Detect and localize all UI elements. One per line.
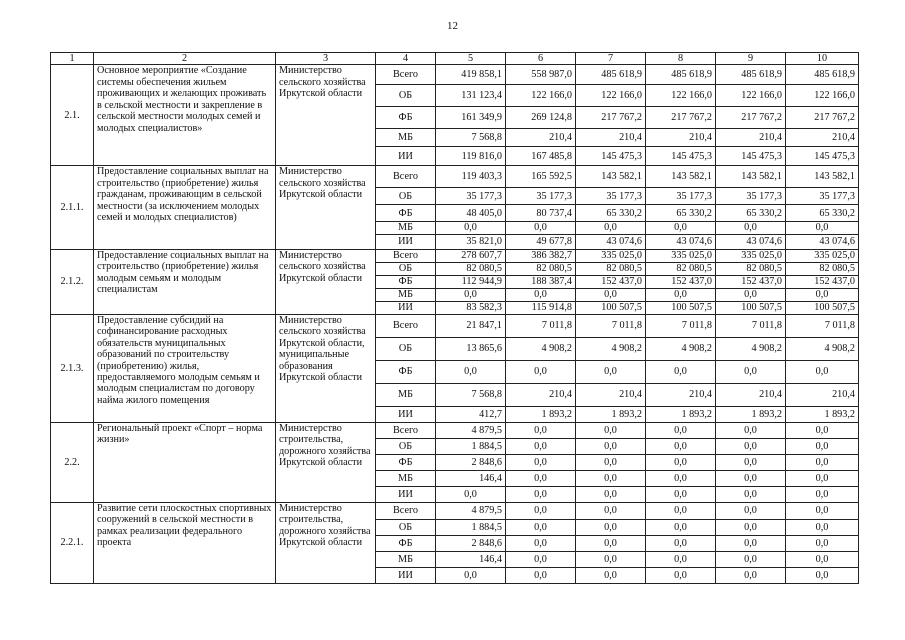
amount-cell: 49 677,8 [506, 234, 576, 249]
amount-cell: 7 011,8 [506, 314, 576, 337]
amount-cell: 0,0 [786, 222, 859, 234]
amount-cell: 1 893,2 [506, 406, 576, 422]
amount-cell: 4 908,2 [576, 337, 646, 360]
amount-cell: 7 011,8 [576, 314, 646, 337]
amount-cell: 13 865,6 [436, 337, 506, 360]
amount-cell: 0,0 [646, 422, 716, 438]
column-header: 1 [51, 53, 94, 65]
amount-cell: 65 330,2 [786, 205, 859, 222]
amount-cell: 35 177,3 [576, 188, 646, 205]
amount-cell: 0,0 [506, 438, 576, 454]
amount-cell: 1 893,2 [576, 406, 646, 422]
amount-cell: 386 382,7 [506, 249, 576, 262]
amount-cell: 335 025,0 [576, 249, 646, 262]
amount-cell: 0,0 [786, 535, 859, 551]
amount-cell: 0,0 [576, 567, 646, 583]
amount-cell: 4 879,5 [436, 502, 506, 519]
amount-cell: 485 618,9 [786, 65, 859, 85]
amount-cell: 1 893,2 [786, 406, 859, 422]
amount-cell: 0,0 [786, 502, 859, 519]
amount-cell: 100 507,5 [716, 301, 786, 314]
amount-cell: 48 405,0 [436, 205, 506, 222]
amount-cell: 0,0 [506, 454, 576, 470]
amount-cell: 65 330,2 [576, 205, 646, 222]
amount-cell: 4 908,2 [506, 337, 576, 360]
amount-cell: 485 618,9 [646, 65, 716, 85]
amount-cell: 35 177,3 [436, 188, 506, 205]
amount-cell: 0,0 [786, 454, 859, 470]
column-header: 8 [646, 53, 716, 65]
amount-cell: 0,0 [576, 438, 646, 454]
amount-cell: 0,0 [786, 519, 859, 535]
amount-cell: 145 475,3 [646, 147, 716, 166]
funding-source: Всего [376, 314, 436, 337]
amount-cell: 82 080,5 [576, 262, 646, 275]
amount-cell: 0,0 [716, 422, 786, 438]
amount-cell: 0,0 [786, 567, 859, 583]
amount-cell: 65 330,2 [716, 205, 786, 222]
amount-cell: 100 507,5 [646, 301, 716, 314]
amount-cell: 0,0 [506, 551, 576, 567]
amount-cell: 35 177,3 [506, 188, 576, 205]
amount-cell: 0,0 [506, 486, 576, 502]
row-code: 2.1.2. [51, 249, 94, 314]
amount-cell: 0,0 [786, 360, 859, 383]
amount-cell: 100 507,5 [786, 301, 859, 314]
amount-cell: 83 582,3 [436, 301, 506, 314]
amount-cell: 146,4 [436, 551, 506, 567]
table-row [51, 166, 859, 188]
funding-source: ИИ [376, 567, 436, 583]
funding-source: ОБ [376, 337, 436, 360]
row-code: 2.1.1. [51, 166, 94, 249]
amount-cell: 43 074,6 [576, 234, 646, 249]
row-executor: Министерство сельского хозяйства Иркутской области [276, 65, 376, 166]
amount-cell: 0,0 [646, 360, 716, 383]
amount-cell: 0,0 [716, 551, 786, 567]
funding-source: МБ [376, 129, 436, 147]
funding-source: ОБ [376, 85, 436, 107]
amount-cell: 0,0 [506, 470, 576, 486]
amount-cell: 35 177,3 [716, 188, 786, 205]
funding-source: ОБ [376, 438, 436, 454]
amount-cell: 210,4 [506, 129, 576, 147]
amount-cell: 485 618,9 [716, 65, 786, 85]
amount-cell: 0,0 [786, 551, 859, 567]
amount-cell: 335 025,0 [786, 249, 859, 262]
amount-cell: 131 123,4 [436, 85, 506, 107]
amount-cell: 122 166,0 [716, 85, 786, 107]
amount-cell: 278 607,7 [436, 249, 506, 262]
amount-cell: 0,0 [786, 288, 859, 301]
funding-source: ФБ [376, 535, 436, 551]
funding-source: ФБ [376, 107, 436, 129]
amount-cell: 167 485,8 [506, 147, 576, 166]
amount-cell: 0,0 [646, 454, 716, 470]
column-header: 3 [276, 53, 376, 65]
budget-table [50, 52, 859, 584]
amount-cell: 143 582,1 [786, 166, 859, 188]
column-header: 5 [436, 53, 506, 65]
amount-cell: 210,4 [646, 383, 716, 406]
amount-cell: 0,0 [576, 551, 646, 567]
amount-cell: 4 879,5 [436, 422, 506, 438]
table-row [51, 249, 859, 262]
amount-cell: 0,0 [576, 454, 646, 470]
amount-cell: 0,0 [506, 535, 576, 551]
amount-cell: 485 618,9 [576, 65, 646, 85]
amount-cell: 0,0 [716, 288, 786, 301]
row-code: 2.2. [51, 422, 94, 502]
amount-cell: 0,0 [716, 360, 786, 383]
amount-cell: 35 177,3 [646, 188, 716, 205]
amount-cell: 0,0 [576, 502, 646, 519]
amount-cell: 0,0 [786, 486, 859, 502]
amount-cell: 210,4 [576, 383, 646, 406]
amount-cell: 335 025,0 [646, 249, 716, 262]
amount-cell: 2 848,6 [436, 535, 506, 551]
table-row [51, 422, 859, 438]
column-header: 9 [716, 53, 786, 65]
amount-cell: 4 908,2 [716, 337, 786, 360]
amount-cell: 0,0 [576, 535, 646, 551]
amount-cell: 146,4 [436, 470, 506, 486]
funding-source: МБ [376, 470, 436, 486]
amount-cell: 0,0 [436, 486, 506, 502]
amount-cell: 0,0 [436, 288, 506, 301]
amount-cell: 0,0 [646, 486, 716, 502]
amount-cell: 0,0 [716, 519, 786, 535]
amount-cell: 0,0 [646, 502, 716, 519]
funding-source: Всего [376, 502, 436, 519]
amount-cell: 152 437,0 [646, 275, 716, 288]
amount-cell: 0,0 [716, 567, 786, 583]
funding-source: ОБ [376, 188, 436, 205]
amount-cell: 7 568,8 [436, 383, 506, 406]
row-name: Развитие сети плоскостных спортивных сооружений в сельской местности в рамках реализации федерального проекта [94, 502, 276, 583]
amount-cell: 7 011,8 [786, 314, 859, 337]
amount-cell: 419 858,1 [436, 65, 506, 85]
row-code: 2.1. [51, 65, 94, 166]
amount-cell: 119 403,3 [436, 166, 506, 188]
row-executor: Министерство строительства, дорожного хозяйства Иркутской области [276, 422, 376, 502]
amount-cell: 1 893,2 [646, 406, 716, 422]
column-number-row [51, 53, 859, 65]
funding-source: МБ [376, 222, 436, 234]
amount-cell: 115 914,8 [506, 301, 576, 314]
amount-cell: 0,0 [646, 288, 716, 301]
amount-cell: 0,0 [646, 551, 716, 567]
amount-cell: 0,0 [576, 519, 646, 535]
amount-cell: 0,0 [576, 360, 646, 383]
amount-cell: 4 908,2 [646, 337, 716, 360]
amount-cell: 0,0 [506, 360, 576, 383]
amount-cell: 43 074,6 [716, 234, 786, 249]
funding-source: ИИ [376, 406, 436, 422]
funding-source: МБ [376, 551, 436, 567]
amount-cell: 210,4 [786, 129, 859, 147]
amount-cell: 143 582,1 [646, 166, 716, 188]
amount-cell: 0,0 [436, 567, 506, 583]
amount-cell: 1 884,5 [436, 519, 506, 535]
row-name: Предоставление социальных выплат на строительство (приобретение) жилья молодым семьям и молодым специалистам [94, 249, 276, 314]
amount-cell: 0,0 [576, 288, 646, 301]
row-name: Региональный проект «Спорт – норма жизни» [94, 422, 276, 502]
funding-source: ОБ [376, 262, 436, 275]
amount-cell: 0,0 [576, 222, 646, 234]
amount-cell: 0,0 [786, 470, 859, 486]
amount-cell: 0,0 [506, 288, 576, 301]
amount-cell: 7 011,8 [646, 314, 716, 337]
amount-cell: 43 074,6 [646, 234, 716, 249]
amount-cell: 143 582,1 [716, 166, 786, 188]
amount-cell: 210,4 [506, 383, 576, 406]
amount-cell: 217 767,2 [576, 107, 646, 129]
funding-source: ОБ [376, 519, 436, 535]
amount-cell: 145 475,3 [786, 147, 859, 166]
amount-cell: 335 025,0 [716, 249, 786, 262]
row-executor: Министерство сельского хозяйства Иркутской области [276, 249, 376, 314]
funding-source: ИИ [376, 147, 436, 166]
funding-source: ФБ [376, 275, 436, 288]
column-header: 2 [94, 53, 276, 65]
row-executor: Министерство сельского хозяйства Иркутской области [276, 166, 376, 249]
amount-cell: 0,0 [506, 567, 576, 583]
amount-cell: 0,0 [646, 222, 716, 234]
amount-cell: 0,0 [646, 438, 716, 454]
column-header: 10 [786, 53, 859, 65]
table-row [51, 314, 859, 337]
amount-cell: 122 166,0 [786, 85, 859, 107]
amount-cell: 82 080,5 [646, 262, 716, 275]
amount-cell: 143 582,1 [576, 166, 646, 188]
amount-cell: 217 767,2 [716, 107, 786, 129]
funding-source: ФБ [376, 205, 436, 222]
amount-cell: 152 437,0 [716, 275, 786, 288]
row-executor: Министерство строительства, дорожного хозяйства Иркутской области [276, 502, 376, 583]
amount-cell: 7 568,8 [436, 129, 506, 147]
page-number: 12 [447, 20, 458, 32]
funding-source: ФБ [376, 454, 436, 470]
funding-source: Всего [376, 249, 436, 262]
amount-cell: 0,0 [646, 535, 716, 551]
amount-cell: 122 166,0 [576, 85, 646, 107]
amount-cell: 0,0 [506, 519, 576, 535]
amount-cell: 21 847,1 [436, 314, 506, 337]
amount-cell: 4 908,2 [786, 337, 859, 360]
amount-cell: 0,0 [716, 454, 786, 470]
amount-cell: 210,4 [786, 383, 859, 406]
funding-source: ИИ [376, 301, 436, 314]
amount-cell: 210,4 [716, 383, 786, 406]
amount-cell: 0,0 [646, 567, 716, 583]
amount-cell: 210,4 [576, 129, 646, 147]
amount-cell: 65 330,2 [646, 205, 716, 222]
amount-cell: 0,0 [716, 470, 786, 486]
row-name: Основное мероприятие «Создание системы обеспечения жильем проживающих и желающих проживать в сельской местности и закрепление в сельской местности молодых семей и молодых специалистов» [94, 65, 276, 166]
column-header: 7 [576, 53, 646, 65]
amount-cell: 122 166,0 [646, 85, 716, 107]
amount-cell: 269 124,8 [506, 107, 576, 129]
amount-cell: 0,0 [716, 222, 786, 234]
amount-cell: 35 177,3 [786, 188, 859, 205]
amount-cell: 217 767,2 [786, 107, 859, 129]
amount-cell: 2 848,6 [436, 454, 506, 470]
column-header: 6 [506, 53, 576, 65]
amount-cell: 82 080,5 [506, 262, 576, 275]
amount-cell: 0,0 [716, 486, 786, 502]
amount-cell: 0,0 [576, 486, 646, 502]
table-body [51, 65, 859, 583]
amount-cell: 145 475,3 [716, 147, 786, 166]
amount-cell: 82 080,5 [436, 262, 506, 275]
amount-cell: 217 767,2 [646, 107, 716, 129]
amount-cell: 0,0 [576, 470, 646, 486]
amount-cell: 100 507,5 [576, 301, 646, 314]
row-name: Предоставление социальных выплат на строительство (приобретение) жилья гражданам, проживающим в сельской местности (за исключением молодых семей и молодых специалистов) [94, 166, 276, 249]
amount-cell: 119 816,0 [436, 147, 506, 166]
amount-cell: 1 893,2 [716, 406, 786, 422]
funding-source: ИИ [376, 486, 436, 502]
amount-cell: 0,0 [436, 222, 506, 234]
table-row [51, 65, 859, 85]
amount-cell: 0,0 [716, 438, 786, 454]
amount-cell: 145 475,3 [576, 147, 646, 166]
amount-cell: 412,7 [436, 406, 506, 422]
amount-cell: 82 080,5 [716, 262, 786, 275]
amount-cell: 0,0 [786, 422, 859, 438]
funding-source: Всего [376, 166, 436, 188]
funding-source: ФБ [376, 360, 436, 383]
amount-cell: 43 074,6 [786, 234, 859, 249]
amount-cell: 0,0 [576, 422, 646, 438]
amount-cell: 152 437,0 [786, 275, 859, 288]
amount-cell: 210,4 [646, 129, 716, 147]
amount-cell: 35 821,0 [436, 234, 506, 249]
amount-cell: 0,0 [786, 438, 859, 454]
funding-source: Всего [376, 422, 436, 438]
amount-cell: 112 944,9 [436, 275, 506, 288]
amount-cell: 210,4 [716, 129, 786, 147]
column-header: 4 [376, 53, 436, 65]
row-executor: Министерство сельского хозяйства Иркутской области, муниципальные образования Иркутской области [276, 314, 376, 422]
amount-cell: 161 349,9 [436, 107, 506, 129]
amount-cell: 80 737,4 [506, 205, 576, 222]
amount-cell: 122 166,0 [506, 85, 576, 107]
funding-source: МБ [376, 383, 436, 406]
funding-source: Всего [376, 65, 436, 85]
funding-source: ИИ [376, 234, 436, 249]
amount-cell: 0,0 [506, 502, 576, 519]
row-code: 2.2.1. [51, 502, 94, 583]
amount-cell: 0,0 [436, 360, 506, 383]
amount-cell: 0,0 [716, 535, 786, 551]
table-row [51, 502, 859, 519]
row-code: 2.1.3. [51, 314, 94, 422]
amount-cell: 0,0 [646, 470, 716, 486]
amount-cell: 0,0 [506, 222, 576, 234]
amount-cell: 558 987,0 [506, 65, 576, 85]
amount-cell: 7 011,8 [716, 314, 786, 337]
row-name: Предоставление субсидий на софинансирование расходных обязательств муниципальных образований по строительству (приобретению) жилья, предоставляемого молодым семьям и молодым специалистам по договору найма жилого помещения [94, 314, 276, 422]
amount-cell: 82 080,5 [786, 262, 859, 275]
funding-source: МБ [376, 288, 436, 301]
amount-cell: 0,0 [646, 519, 716, 535]
amount-cell: 165 592,5 [506, 166, 576, 188]
amount-cell: 188 387,4 [506, 275, 576, 288]
amount-cell: 1 884,5 [436, 438, 506, 454]
amount-cell: 152 437,0 [576, 275, 646, 288]
amount-cell: 0,0 [506, 422, 576, 438]
amount-cell: 0,0 [716, 502, 786, 519]
